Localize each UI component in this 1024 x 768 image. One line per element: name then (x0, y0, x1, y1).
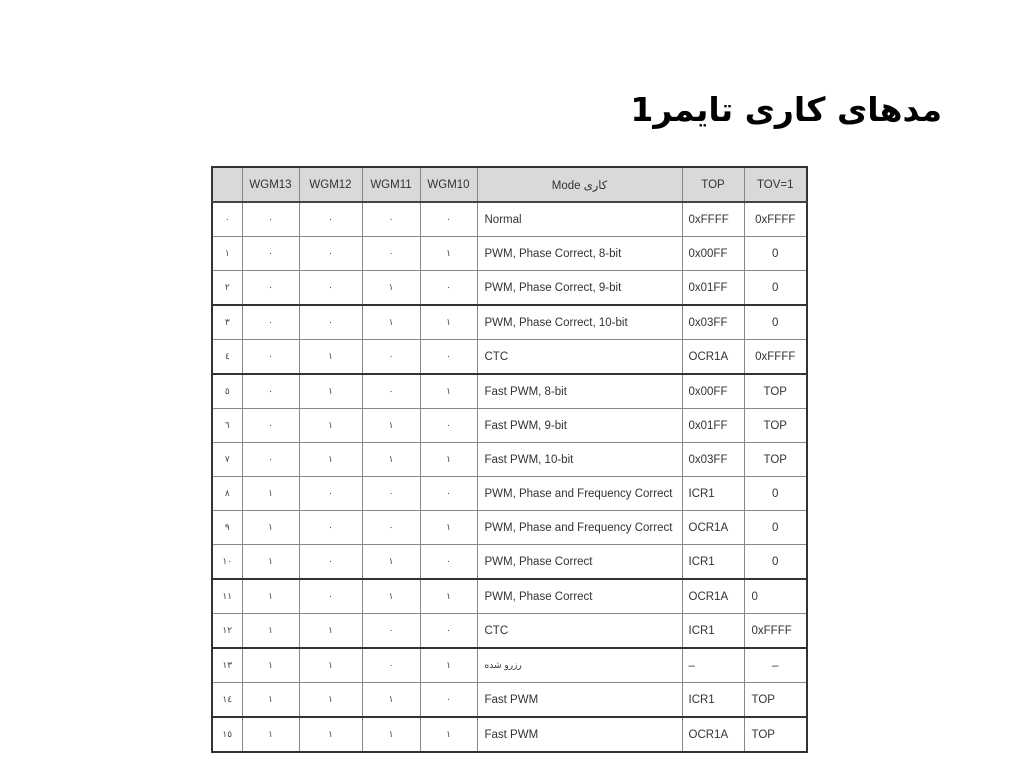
wgm12-cell: ۱ (299, 443, 362, 477)
tov-cell: 0xFFFF (744, 614, 807, 649)
wgm13-cell: ۱ (242, 717, 299, 752)
wgm12-cell: ۱ (299, 374, 362, 409)
wgm11-cell: ۰ (362, 340, 420, 375)
wgm13-cell: ۰ (242, 202, 299, 237)
wgm11-cell: ۱ (362, 443, 420, 477)
wgm13-cell: ۱ (242, 648, 299, 683)
row-index-cell: ۸ (212, 477, 242, 511)
header-cell-wgm13: WGM13 (242, 167, 299, 202)
wgm12-cell: ۰ (299, 579, 362, 614)
table-row (212, 374, 807, 409)
wgm13-cell: ۱ (242, 477, 299, 511)
tov-cell: 0 (744, 545, 807, 580)
mode-cell: رزرو شده (477, 648, 682, 683)
row-index-cell: ۷ (212, 443, 242, 477)
table-row (212, 271, 807, 306)
tov-cell: TOP (744, 683, 807, 718)
mode-cell: PWM, Phase and Frequency Correct (477, 477, 682, 511)
wgm12-cell: ۰ (299, 545, 362, 580)
table-row (212, 648, 807, 683)
top-cell: 0x03FF (682, 305, 744, 340)
table-row (212, 305, 807, 340)
wgm12-cell: ۱ (299, 614, 362, 649)
top-cell: ICR1 (682, 545, 744, 580)
wgm13-cell: ۰ (242, 374, 299, 409)
wgm10-cell: ۰ (420, 614, 477, 649)
table-row (212, 477, 807, 511)
row-index-cell: ۰ (212, 202, 242, 237)
wgm10-cell: ۰ (420, 477, 477, 511)
table-row (212, 683, 807, 718)
table-row (212, 409, 807, 443)
wgm13-cell: ۰ (242, 443, 299, 477)
table-row (212, 579, 807, 614)
wgm10-cell: ۰ (420, 271, 477, 306)
mode-cell: PWM, Phase Correct (477, 545, 682, 580)
wgm13-cell: ۱ (242, 511, 299, 545)
tov-cell: TOP (744, 443, 807, 477)
wgm12-cell: ۰ (299, 477, 362, 511)
header-cell-wgm10: WGM10 (420, 167, 477, 202)
table-row (212, 614, 807, 649)
row-index-cell: ۱۲ (212, 614, 242, 649)
tov-cell: 0xFFFF (744, 340, 807, 375)
top-cell: 0x01FF (682, 409, 744, 443)
wgm12-cell: ۰ (299, 271, 362, 306)
wgm11-cell: ۰ (362, 202, 420, 237)
top-cell: 0x03FF (682, 443, 744, 477)
wgm12-cell: ۰ (299, 237, 362, 271)
wgm13-cell: ۰ (242, 340, 299, 375)
wgm11-cell: ۱ (362, 545, 420, 580)
row-index-cell: ۱۱ (212, 579, 242, 614)
row-index-cell: ۱ (212, 237, 242, 271)
wgm12-cell: ۱ (299, 648, 362, 683)
header-cell-mode: Mode کاری (477, 167, 682, 202)
top-cell: OCR1A (682, 717, 744, 752)
mode-cell: Normal (477, 202, 682, 237)
mode-cell: PWM, Phase and Frequency Correct (477, 511, 682, 545)
wgm13-cell: ۰ (242, 409, 299, 443)
wgm10-cell: ۱ (420, 717, 477, 752)
tov-cell: – (744, 648, 807, 683)
wgm10-cell: ۰ (420, 202, 477, 237)
row-index-cell: ٤ (212, 340, 242, 375)
table-row (212, 202, 807, 237)
top-cell: ICR1 (682, 614, 744, 649)
tov-cell: 0 (744, 305, 807, 340)
table-row (212, 545, 807, 580)
tov-cell: 0 (744, 271, 807, 306)
wgm10-cell: ۰ (420, 340, 477, 375)
tov-cell: 0 (744, 477, 807, 511)
tov-cell: TOP (744, 409, 807, 443)
wgm13-cell: ۰ (242, 237, 299, 271)
wgm11-cell: ۱ (362, 683, 420, 718)
top-cell: OCR1A (682, 579, 744, 614)
tov-cell: TOP (744, 717, 807, 752)
table-body (212, 202, 807, 752)
header-row (212, 167, 807, 202)
row-index-cell: ۱٤ (212, 683, 242, 718)
table-row (212, 511, 807, 545)
mode-cell: PWM, Phase Correct, 8-bit (477, 237, 682, 271)
wgm12-cell: ۱ (299, 683, 362, 718)
row-index-cell: ٥ (212, 374, 242, 409)
wgm10-cell: ۱ (420, 648, 477, 683)
mode-cell: CTC (477, 614, 682, 649)
mode-cell: PWM, Phase Correct (477, 579, 682, 614)
wgm10-cell: ۱ (420, 579, 477, 614)
top-cell: ICR1 (682, 477, 744, 511)
wgm12-cell: ۰ (299, 305, 362, 340)
mode-cell: Fast PWM, 10-bit (477, 443, 682, 477)
top-cell: 0x01FF (682, 271, 744, 306)
tov-cell: 0 (744, 579, 807, 614)
header-cell-index (212, 167, 242, 202)
mode-cell: Fast PWM (477, 717, 682, 752)
top-cell: 0xFFFF (682, 202, 744, 237)
wgm12-cell: ۱ (299, 717, 362, 752)
table-row (212, 443, 807, 477)
top-cell: 0x00FF (682, 374, 744, 409)
top-cell: OCR1A (682, 340, 744, 375)
wgm12-cell: ۰ (299, 202, 362, 237)
wgm12-cell: ۱ (299, 409, 362, 443)
wgm13-cell: ۱ (242, 683, 299, 718)
wgm13-cell: ۱ (242, 545, 299, 580)
wgm11-cell: ۰ (362, 648, 420, 683)
wgm11-cell: ۰ (362, 614, 420, 649)
mode-cell: PWM, Phase Correct, 10-bit (477, 305, 682, 340)
row-index-cell: ۳ (212, 305, 242, 340)
timer1-modes-table (211, 166, 808, 753)
wgm11-cell: ۱ (362, 305, 420, 340)
wgm13-cell: ۱ (242, 614, 299, 649)
wgm13-cell: ۱ (242, 579, 299, 614)
wgm10-cell: ۱ (420, 443, 477, 477)
header-cell-top: TOP (682, 167, 744, 202)
row-index-cell: ۲ (212, 271, 242, 306)
row-index-cell: ۱۳ (212, 648, 242, 683)
wgm13-cell: ۰ (242, 271, 299, 306)
wgm10-cell: ۰ (420, 409, 477, 443)
top-cell: OCR1A (682, 511, 744, 545)
table-row (212, 237, 807, 271)
slide-title: مدهای کاری تایمر1 (630, 90, 942, 129)
wgm10-cell: ۱ (420, 511, 477, 545)
top-cell: 0x00FF (682, 237, 744, 271)
mode-cell: CTC (477, 340, 682, 375)
row-index-cell: ۱۰ (212, 545, 242, 580)
wgm11-cell: ۰ (362, 374, 420, 409)
wgm10-cell: ۰ (420, 683, 477, 718)
tov-cell: 0 (744, 237, 807, 271)
wgm11-cell: ۱ (362, 409, 420, 443)
wgm11-cell: ۱ (362, 271, 420, 306)
wgm13-cell: ۰ (242, 305, 299, 340)
tov-cell: TOP (744, 374, 807, 409)
mode-cell: Fast PWM, 8-bit (477, 374, 682, 409)
top-cell: ICR1 (682, 683, 744, 718)
header-cell-tov: TOV=1 (744, 167, 807, 202)
tov-cell: 0 (744, 511, 807, 545)
table-row (212, 340, 807, 375)
header-cell-wgm11: WGM11 (362, 167, 420, 202)
table-row (212, 717, 807, 752)
wgm10-cell: ۱ (420, 374, 477, 409)
wgm12-cell: ۱ (299, 340, 362, 375)
mode-cell: PWM, Phase Correct, 9-bit (477, 271, 682, 306)
wgm11-cell: ۰ (362, 511, 420, 545)
wgm10-cell: ۱ (420, 305, 477, 340)
tov-cell: 0xFFFF (744, 202, 807, 237)
wgm12-cell: ۰ (299, 511, 362, 545)
top-cell: – (682, 648, 744, 683)
wgm11-cell: ۰ (362, 477, 420, 511)
row-index-cell: ۹ (212, 511, 242, 545)
mode-cell: Fast PWM, 9-bit (477, 409, 682, 443)
wgm11-cell: ۰ (362, 237, 420, 271)
header-cell-wgm12: WGM12 (299, 167, 362, 202)
wgm10-cell: ۱ (420, 237, 477, 271)
wgm10-cell: ۰ (420, 545, 477, 580)
wgm11-cell: ۱ (362, 717, 420, 752)
wgm11-cell: ۱ (362, 579, 420, 614)
row-index-cell: ٦ (212, 409, 242, 443)
mode-cell: Fast PWM (477, 683, 682, 718)
row-index-cell: ۱٥ (212, 717, 242, 752)
